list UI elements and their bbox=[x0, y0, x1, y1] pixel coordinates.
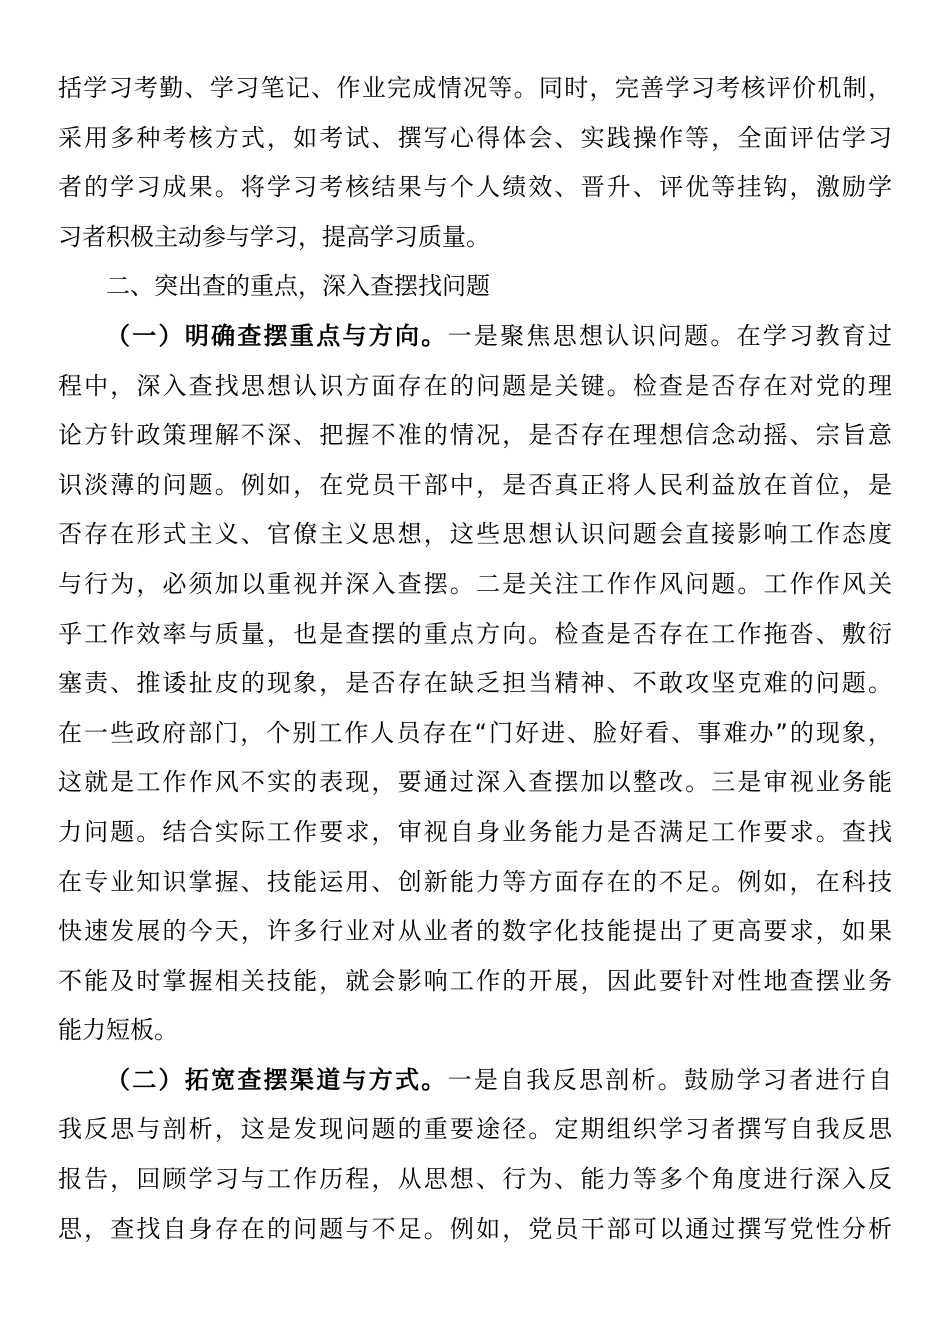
text-line: 在一些政府部门，个别工作人员存在“门好进、脸好看、事难办”的现象， bbox=[58, 718, 892, 747]
text-line: 报告，回顾学习与工作历程，从思想、行为、能力等多个角度进行深入反 bbox=[58, 1165, 892, 1194]
section-heading: 二、突出查的重点，深入查摆找问题 bbox=[106, 272, 490, 301]
subsection-lead-text: 一是自我反思剖析。鼓励学习者进行自 bbox=[447, 1065, 893, 1094]
text-line: 在专业知识掌握、技能运用、创新能力等方面存在的不足。例如，在科技 bbox=[58, 867, 892, 896]
subsection-title: （一）明确查摆重点与方向。 bbox=[106, 321, 448, 350]
text-line: 快速发展的今天，许多行业对从业者的数字化技能提出了更高要求，如果 bbox=[58, 917, 892, 946]
text-line: 能力短板。 bbox=[58, 1016, 178, 1045]
text-line: 识淡薄的问题。例如，在党员干部中，是否真正将人民利益放在首位，是 bbox=[58, 470, 892, 499]
text-line: 括学习考勤、学习笔记、作业完成情况等。同时，完善学习考核评价机制， bbox=[58, 74, 892, 102]
subsection-channels-methods bbox=[58, 1056, 892, 1254]
text-line: 乎工作效率与质量，也是查摆的重点方向。检查是否存在工作拖沓、敷衍 bbox=[58, 619, 892, 648]
text-line: 程中，深入查找思想认识方面存在的问题是关键。检查是否存在对党的理 bbox=[58, 371, 892, 400]
subsection-lead-text: 一是聚焦思想认识问题。在学习教育过 bbox=[447, 321, 893, 350]
text-line: 者的学习成果。将学习考核结果与个人绩效、晋升、评优等挂钩，激励学 bbox=[58, 173, 892, 202]
text-line: 不能及时掌握相关技能，就会影响工作的开展，因此要针对性地查摆业务 bbox=[58, 966, 892, 995]
text-line: 力问题。结合实际工作要求，审视自身业务能力是否满足工作要求。查找 bbox=[58, 817, 892, 846]
subsection-focus-direction bbox=[58, 312, 892, 1056]
text-line: 这就是工作作风不实的表现，要通过深入查摆加以整改。三是审视业务能 bbox=[58, 768, 892, 797]
subsection-first-line bbox=[58, 1056, 892, 1106]
text-line: 与行为，必须加以重视并深入查摆。二是关注工作作风问题。工作作风关 bbox=[58, 569, 892, 598]
text-line: 塞责、推诿扯皮的现象，是否存在缺乏担当精神、不敢攻坚克难的问题。 bbox=[58, 669, 892, 698]
subsection-first-line bbox=[58, 312, 892, 362]
text-line: 否存在形式主义、官僚主义思想，这些思想认识问题会直接影响工作态度 bbox=[58, 520, 892, 549]
text-line: 我反思与剖析，这是发现问题的重要途径。定期组织学习者撰写自我反思 bbox=[58, 1115, 892, 1144]
paragraph-assessment bbox=[58, 64, 892, 262]
document-page bbox=[58, 64, 892, 1254]
text-line: 习者积极主动参与学习，提高学习质量。 bbox=[58, 222, 490, 251]
text-line: 思，查找自身存在的问题与不足。例如，党员干部可以通过撰写党性分析 bbox=[58, 1214, 892, 1243]
subsection-title: （二）拓宽查摆渠道与方式。 bbox=[106, 1065, 448, 1094]
text-line: 论方针政策理解不深、把握不准的情况，是否存在理想信念动摇、宗旨意 bbox=[58, 421, 892, 450]
text-line: 采用多种考核方式，如考试、撰写心得体会、实践操作等，全面评估学习 bbox=[58, 123, 892, 152]
